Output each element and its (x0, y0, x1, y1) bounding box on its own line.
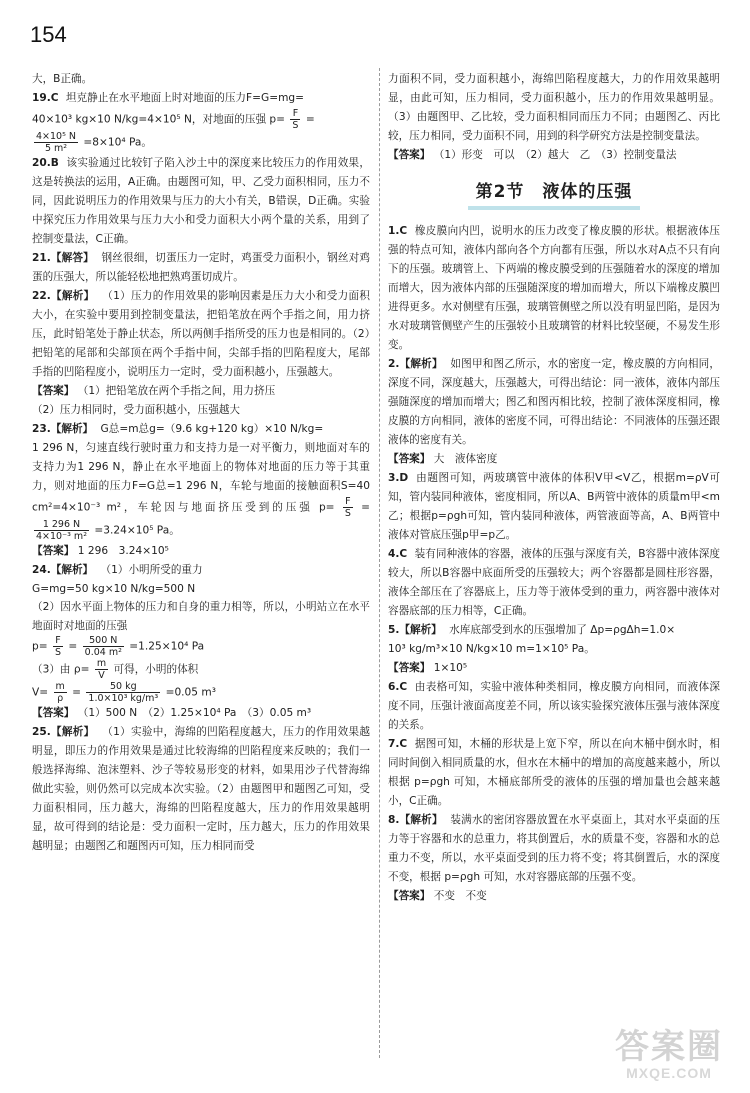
answer-text: （1）把铅笔放在两个手指之间，用力挤压 (77, 385, 276, 397)
left-column (32, 70, 370, 856)
watermark-text: 答案圈 (615, 1028, 723, 1066)
text: 40×10³ kg×10 N/kg=4×10⁵ N，对地面的压强 p= (32, 113, 286, 126)
question-number: 1.C (388, 225, 408, 237)
answer-label: 【答案】 (388, 149, 431, 161)
answer-text: （1）形变 可以 （2）越大 乙 （3）控制变量法 (433, 149, 677, 161)
question-6 (388, 678, 720, 735)
text: 装有同种液体的容器，液体的压强与深度有关，B容器中液体深度较大，所以B容器中底面所受的压强较大；两个容器都是圆柱形容器，液体全部压在了容器底上，压力等于液体受到的重力，两容器中液体对容器底部的压力相等，C正确。 (388, 548, 720, 617)
text: （3）由 ρ= (32, 663, 90, 676)
question-19 (32, 89, 370, 154)
question-number: 24.【解析】 (32, 564, 94, 576)
answer-label: 【答案】 (32, 707, 75, 720)
text: 坦克静止在水平地面上时对地面的压力F=G=mg= (65, 92, 304, 104)
fraction: $\frac{F}{S}$ (344, 496, 351, 519)
question-22 (32, 287, 370, 420)
section-heading (388, 175, 720, 210)
text: （1）小明所受的重力 (100, 564, 203, 576)
question-23 (32, 420, 370, 561)
text: 据图可知，木桶的形状是上宽下窄，所以在向木桶中倒水时，相同时间倒入相同质量的水，但水在木桶中的增加的高度越来越小，所以根据 p=ρgh 可知，木桶底部所受的液体的压强的增加量也会越来越小，C正确。 (388, 738, 720, 807)
question-number: 7.C (388, 738, 408, 750)
text: （1）实验中，海绵的凹陷程度越大，压力的作用效果越明显，即压力的作用效果是通过比较海绵的凹陷程度来反映的；我们一般选择海绵、泡沫塑料、沙子等较易形变的材料，如果用沙子代替海绵做此实验，则仍然可以完成本次实验。（2）由题图甲和题图乙可知，受力面积相同，压力越大，海绵的凹陷程度越大，压力的作用效果越明显，故可得到的结论是：受力面积一定时，压力越大，压力的作用效果越明显；由题图乙和题图丙可知，压力相同而受 (32, 725, 370, 852)
question-number: 20.B (32, 157, 59, 169)
text: 由表格可知，实验中液体种类相同，橡皮膜方向相同，而液体深度不同，压强计液面高度差不同，所以该实验探究液体压强与液体深度的关系。 (388, 681, 720, 731)
question-8 (388, 811, 720, 906)
answer-label: 【答案】 (32, 545, 75, 557)
text: p= (32, 640, 48, 653)
answer-text: 大 液体密度 (433, 453, 498, 465)
question-number: 8.【解析】 (388, 814, 443, 826)
question-2 (388, 355, 720, 469)
answer-label: 【答案】 (388, 662, 431, 674)
text: V= (32, 686, 49, 699)
text: =1.25×10⁴ Pa (129, 640, 205, 653)
fraction: $\frac{\text{4×10⁵ N}}{\text{5 m²}}$ (36, 131, 77, 154)
text: 该实验通过比较钉子陷入沙土中的深度来比较压力的作用效果，这是转换法的运用，A正确。由题图可知，甲、乙受力面积相同，压力不同，因此说明压力的作用效果与压力的大小有关，B错误，D正确。实验中探究压力作用效果与压力大小和受力面积大小两个量的关系，用到了控制变量法，C正确。 (32, 157, 370, 245)
watermark-url: MXQE.COM (626, 1065, 712, 1081)
question-number: 4.C (388, 548, 408, 560)
question-21 (32, 249, 370, 287)
text: = (72, 686, 82, 699)
fraction: $\frac{500 N}{\text{0.04 m²}}$ (84, 635, 122, 659)
question-number: 23.【解析】 (32, 423, 94, 435)
fraction: $\frac{50 kg}{\text{1.0×10³ kg/m³}}$ (88, 681, 159, 705)
text: G总=m总g=（9.6 kg+120 kg）×10 N/kg= (100, 423, 324, 435)
question-number: 5.【解析】 (388, 624, 442, 636)
answer-label: 【答案】 (388, 453, 431, 465)
question-24 (32, 561, 370, 723)
text: 可得，小明的体积 (113, 663, 199, 676)
text: 水库底部受到水的压强增加了 Δp=ρgΔh=1.0× (449, 624, 676, 636)
question-25 (32, 723, 370, 856)
question-number: 19.C (32, 92, 59, 104)
paragraph-continuation: 大，B正确。 (32, 73, 93, 85)
question-20 (32, 154, 370, 249)
answer-text: 1 296 3.24×10⁵ (77, 545, 169, 557)
section-title: 第2节 液体的压强 (468, 175, 641, 210)
fraction: $\frac{F}{S}$ (292, 108, 299, 131)
answer-text: （1）500 N （2）1.25×10⁴ Pa （3）0.05 m³ (77, 707, 312, 720)
text: G=mg=50 kg×10 N/kg=500 N (32, 582, 196, 595)
page-number: 154 (30, 22, 67, 47)
question-7 (388, 735, 720, 811)
answer-label: 【答案】 (32, 385, 75, 397)
answer-text: 不变 不变 (433, 890, 487, 902)
question-number: 6.C (388, 681, 408, 693)
fraction: $\frac{m}{V}$ (96, 658, 107, 682)
paragraph-continuation: 力面积不同，受力面积越小，海绵凹陷程度越大，力的作用效果越明显，由此可知，压力相同，受力面积越小，压力的作用效果越明显。（3）由题图甲、乙比较，受力面积相同而压力不同；由题图乙、丙比较，压力相同，受力面积不同，用到的科学研究方法是控制变量法。 (388, 73, 720, 142)
text: 装满水的密闭容器放置在水平桌面上，其对水平桌面的压力等于容器和水的总重力，将其倒置后，水的质量不变，容器和水的总重力不变，所以，水平桌面受到的压力将不变；将其倒置后，水的深度不变，根据 p=ρgh 可知，水对容器底部的压强不变。 (388, 814, 721, 883)
text: 10³ kg/m³×10 N/kg×10 m=1×10⁵ Pa。 (388, 643, 595, 655)
question-3 (388, 469, 720, 545)
question-number: 3.D (388, 472, 409, 484)
answer-label: 【答案】 (388, 890, 431, 902)
right-column (388, 70, 720, 906)
question-number: 21.【解答】 (32, 252, 94, 264)
text: =3.24×10⁵ Pa。 (94, 524, 180, 537)
text: （2）因水平面上物体的压力和自身的重力相等，所以，小明站立在水平地面时对地面的压强 (32, 601, 370, 632)
answer-text: 1×10⁵ (433, 662, 468, 674)
text: = (68, 640, 78, 653)
question-number: 2.【解析】 (388, 358, 443, 370)
fraction: $\frac{m}{\rho}$ (55, 681, 65, 705)
text: =8×10⁴ Pa。 (83, 136, 152, 149)
text: =0.05 m³ (165, 686, 216, 699)
question-4 (388, 545, 720, 621)
answer-text: （2）压力相同时，受力面积越小，压强越大 (32, 404, 241, 416)
text: （1）压力的作用效果的影响因素是压力大小和受力面积大小，在实验中要用到控制变量法，把铅笔放在两个手指之间，用力挤压，此时铅笔处于静止状态，所以两侧手指所受的压力也是相同的。（2）把铅笔的尾部和尖部顶在两个手指中间，尖部手指的凹陷程度大，尾部手指的凹陷程度小，说明压力一定时，受力面积越小，压强越大。 (32, 290, 370, 378)
watermark-logo (594, 1029, 744, 1089)
question-number: 25.【解析】 (32, 725, 95, 738)
question-number: 22.【解析】 (32, 290, 95, 302)
text: 1 296 N，匀速直线行驶时重力和支持力是一对平衡力，则地面对车的支持力为1 296 N，静止在水平地面上的物体对地面的压力等于其重力，则对地面的压力F=G总=1 296 N，车轮与地面的接触面积S=40 cm²=4×10⁻³ m²，车轮因与地面挤压受到的压强 p= (32, 442, 370, 514)
text: = (305, 113, 315, 126)
text: 钢丝很细，切蛋压力一定时，鸡蛋受力面积小，钢丝对鸡蛋的压强大，所以能轻松地把熟鸡蛋切成片。 (32, 252, 370, 283)
text: 橡皮膜向内凹，说明水的压力改变了橡皮膜的形状。根据液体压强的特点可知，液体内部向各个方向都有压强，所以水对A点不只有向下的压强。玻璃管上、下两端的橡皮膜受到的压强随着水的深度的增加而增大，因为液体内部的压强随深度的增加而增大，所以下端橡皮膜凹进得更多。水对侧壁有压强，玻璃管侧壁之所以没有明显凹陷，是因为水对玻璃管侧壁产生的压强较小且玻璃管的材料比较坚硬，不易发生形变。 (388, 225, 720, 351)
question-1 (388, 222, 720, 355)
fraction: $\frac{F}{S}$ (54, 635, 62, 659)
text: = (361, 501, 370, 514)
text: 如图甲和图乙所示，水的密度一定，橡皮膜的方向相同，深度不同，深度越大，压强越大，可得出结论：同一液体，液体内部压强随深度的增加而增大；图乙和图丙相比较，控制了液体深度相同，橡皮膜的方向相同，液体的密度不同，可得出结论：不同液体的压强还跟液体的密度有关。 (388, 358, 721, 446)
fraction: $\frac{1 296 N}{\text{4×10⁻³ m²}}$ (36, 519, 87, 542)
question-5 (388, 621, 720, 678)
column-divider (379, 68, 381, 1058)
text: 由题图可知，两玻璃管中液体的体积V甲<V乙，根据m=ρV可知，管内装同种液体，密度相同，所以A、B两管中液体的质量m甲<m乙；根据p=ρgh可知，管内装同种液体，两管液面等高，A、B两管中液体对管底压强p甲=p乙。 (388, 472, 720, 541)
